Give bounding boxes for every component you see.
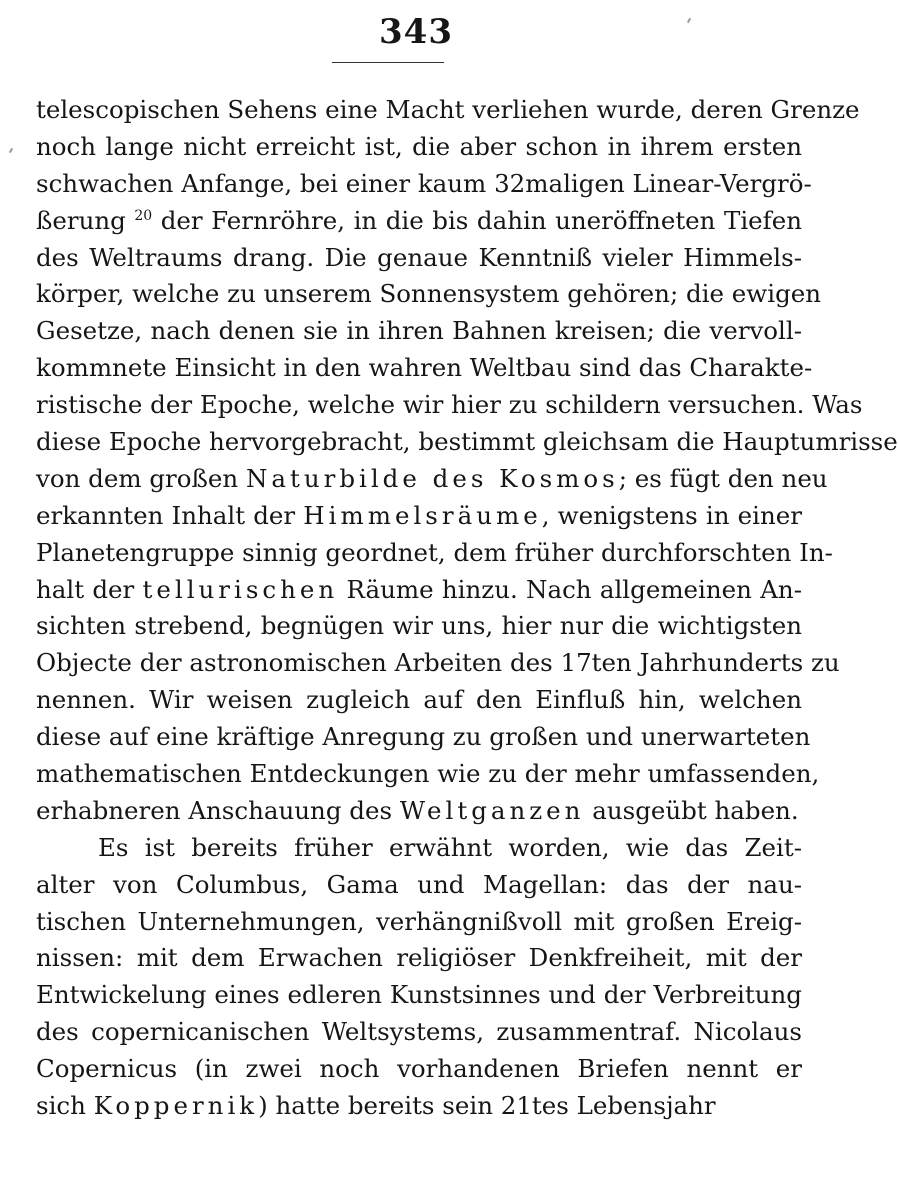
text-line: [36, 387, 863, 424]
text-line: [36, 276, 822, 313]
text-line: [36, 867, 802, 904]
emphasized-text: Naturbilde des Kosmos: [245, 463, 619, 493]
text-run: Planetengruppe sinnig geordnet, dem früher durchforschten In-: [36, 537, 833, 567]
text-line: [36, 719, 811, 756]
emphasized-text: Koppernik: [93, 1091, 259, 1121]
scan-speck: [9, 148, 13, 153]
text-run: sichten strebend, begnügen wir uns, hier nur die wichtigsten: [36, 611, 802, 641]
text-line: [36, 977, 802, 1014]
text-line: [36, 535, 833, 572]
text-run: diese Epoche hervorgebracht, bestimmt gleichsam die Hauptumrisse: [36, 427, 898, 457]
text-run: diese auf eine kräftige Anregung zu großen und unerwarteten: [36, 722, 811, 752]
text-run: erkannten Inhalt der: [36, 500, 304, 530]
text-run: der Fernröhre, in die bis dahin uneröffneten Tiefen: [152, 205, 803, 235]
text-line: [36, 424, 898, 461]
text-run: schwachen Anfange, bei einer kaum 32maligen Linear-Vergrö-: [36, 168, 812, 198]
page-number: 343: [379, 12, 453, 52]
text-line: [36, 1014, 802, 1051]
text-run: erhabneren Anschauung des: [36, 795, 400, 825]
emphasized-text: Weltganzen: [399, 795, 585, 825]
text-line: [36, 166, 812, 203]
text-line: [36, 240, 802, 277]
text-run: nennen. Wir weisen zugleich auf den Einfluß hin, welchen: [36, 685, 802, 715]
text-run: noch lange nicht erreicht ist, die aber schon in ihrem ersten: [36, 131, 802, 161]
text-line: [36, 793, 802, 830]
text-line: [36, 129, 802, 166]
text-run: ßerung: [36, 205, 135, 235]
body-text: [36, 92, 898, 1125]
text-run: Räume hinzu. Nach allgemeinen An-: [338, 574, 802, 604]
text-line: [36, 92, 860, 129]
text-run: von dem großen: [36, 463, 246, 493]
text-run: ristische der Epoche, welche wir hier zu schildern versuchen. Was: [36, 390, 863, 420]
text-line: [36, 608, 802, 645]
text-line: [36, 682, 802, 719]
text-line: [36, 1051, 802, 1088]
text-line: [36, 498, 802, 535]
text-run: telescopischen Sehens eine Macht verliehen wurde, deren Grenze: [36, 95, 860, 124]
text-run: Copernicus (in zwei noch vorhandenen Briefen nennt er: [36, 1054, 802, 1084]
footnote-ref: 20: [134, 207, 153, 224]
text-run: Objecte der astronomischen Arbeiten des 17ten Jahrhunderts zu: [36, 648, 840, 678]
text-run: ausgeübt haben.: [584, 795, 799, 825]
text-run: körper, welche zu unserem Sonnensystem gehören; die ewigen: [36, 279, 822, 309]
text-run: nissen: mit dem Erwachen religiöser Denkfreiheit, mit der: [36, 943, 802, 973]
text-run: Gesetze, nach denen sie in ihren Bahnen kreisen; die vervoll-: [36, 316, 802, 346]
text-line: [36, 461, 828, 498]
emphasized-text: Himmelsräume: [303, 500, 542, 530]
text-run: tischen Unternehmungen, verhängnißvoll mit großen Ereig-: [36, 906, 802, 936]
text-line: [36, 756, 820, 793]
text-run: sich: [36, 1091, 94, 1121]
text-line: [36, 203, 802, 240]
paragraph-2: [36, 830, 802, 1125]
text-line: [36, 350, 813, 387]
text-line: [36, 940, 802, 977]
text-run: Entwickelung eines edleren Kunstsinnes und der Verbreitung: [36, 980, 802, 1010]
text-run: des Weltraums drang. Die genaue Kenntniß vieler Himmels-: [36, 242, 802, 272]
text-line: [36, 830, 802, 867]
paragraph-1: [36, 92, 898, 830]
text-run: des copernicanischen Weltsystems, zusammentraf. Nicolaus: [36, 1017, 802, 1047]
text-line: [36, 645, 840, 682]
header-rule: [332, 62, 444, 63]
text-run: halt der: [36, 574, 143, 604]
text-run: mathematischen Entdeckungen wie zu der mehr umfassenden,: [36, 759, 820, 789]
text-run: , wenigstens in einer: [541, 500, 802, 530]
text-line: [36, 904, 802, 941]
text-run: alter von Columbus, Gama und Magellan: das der nau-: [36, 869, 802, 899]
text-run: ) hatte bereits sein 21tes Lebensjahr: [258, 1091, 716, 1121]
text-run: kommnete Einsicht in den wahren Weltbau sind das Charakte-: [36, 353, 813, 383]
emphasized-text: tellurischen: [142, 574, 339, 604]
text-line: [36, 1088, 802, 1125]
text-run: ; es fügt den neu: [618, 463, 828, 493]
text-line: [36, 313, 802, 350]
text-run: Es ist bereits früher erwähnt worden, wie das Zeit-: [98, 832, 802, 862]
text-line: [36, 572, 802, 609]
